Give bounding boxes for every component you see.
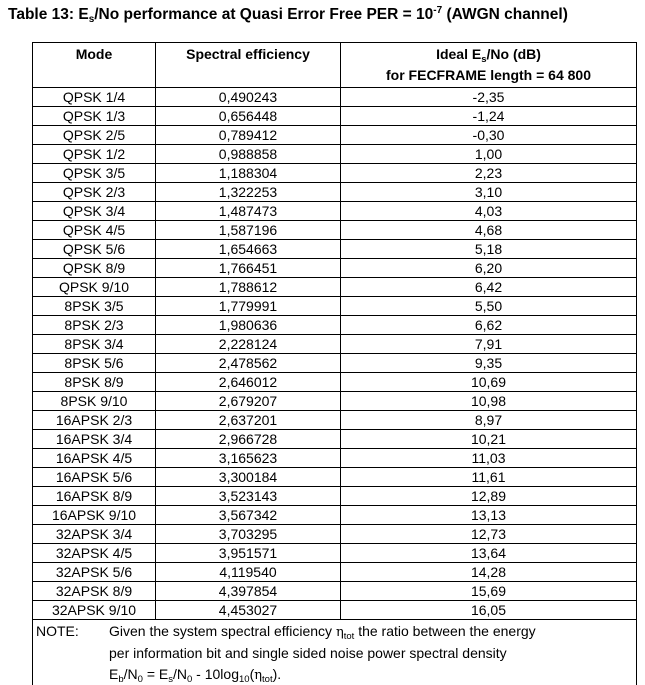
- cell-ideal-es-no: 12,89: [341, 487, 637, 506]
- cell-ideal-es-no: 13,64: [341, 544, 637, 563]
- table-row: [33, 107, 637, 126]
- cell-spectral-efficiency: 1,322253: [156, 183, 341, 202]
- table-body: [33, 88, 637, 620]
- table-row: [33, 582, 637, 601]
- header-ideal-es-no: Ideal $E_s/No$ (dB) for FECFRAME length = 64 800: [341, 43, 637, 88]
- cell-mode: QPSK 5/6: [33, 240, 156, 259]
- cell-spectral-efficiency: 2,679207: [156, 392, 341, 411]
- title-middle: /No performance at Quasi Error Free PER = 10: [94, 6, 434, 23]
- cell-ideal-es-no: 6,42: [341, 278, 637, 297]
- cell-mode: 32APSK 5/6: [33, 563, 156, 582]
- cell-mode: QPSK 2/3: [33, 183, 156, 202]
- cell-spectral-efficiency: 3,703295: [156, 525, 341, 544]
- table-row: [33, 126, 637, 145]
- cell-mode: 8PSK 9/10: [33, 392, 156, 411]
- cell-mode: 32APSK 4/5: [33, 544, 156, 563]
- cell-spectral-efficiency: 1,788612: [156, 278, 341, 297]
- table-row: [33, 392, 637, 411]
- cell-spectral-efficiency: 3,567342: [156, 506, 341, 525]
- table-row: [33, 506, 637, 525]
- cell-spectral-efficiency: 3,523143: [156, 487, 341, 506]
- table-row: [33, 373, 637, 392]
- cell-mode: QPSK 8/9: [33, 259, 156, 278]
- table-row: [33, 468, 637, 487]
- cell-ideal-es-no: 6,20: [341, 259, 637, 278]
- note-label: NOTE:: [36, 623, 79, 639]
- es-no-performance-table: [32, 42, 637, 685]
- table-row: [33, 183, 637, 202]
- cell-ideal-es-no: 9,35: [341, 354, 637, 373]
- table-row: [33, 221, 637, 240]
- cell-spectral-efficiency: 0,789412: [156, 126, 341, 145]
- cell-ideal-es-no: 16,05: [341, 601, 637, 620]
- note-row: [33, 620, 637, 685]
- table-row: [33, 297, 637, 316]
- table-row: [33, 316, 637, 335]
- header-row: [33, 43, 637, 88]
- table-row: [33, 563, 637, 582]
- cell-spectral-efficiency: 2,637201: [156, 411, 341, 430]
- cell-ideal-es-no: -0,30: [341, 126, 637, 145]
- cell-mode: 8PSK 3/4: [33, 335, 156, 354]
- note-text: Given the system spectral efficiency $\eta_{tot}$ the ratio between the energy per information bit and single sided noise power spectral density $E_b/N_0 = E_s/N_0 - 10\log_{10}(\eta_{tot})$.: [109, 623, 536, 685]
- cell-spectral-efficiency: 4,397854: [156, 582, 341, 601]
- cell-spectral-efficiency: 3,165623: [156, 449, 341, 468]
- cell-ideal-es-no: 15,69: [341, 582, 637, 601]
- cell-spectral-efficiency: 1,980636: [156, 316, 341, 335]
- cell-mode: QPSK 1/3: [33, 107, 156, 126]
- table-row: [33, 411, 637, 430]
- title-prefix: Table 13: E: [8, 6, 89, 23]
- cell-mode: 16APSK 4/5: [33, 449, 156, 468]
- cell-spectral-efficiency: 2,646012: [156, 373, 341, 392]
- cell-ideal-es-no: 5,18: [341, 240, 637, 259]
- cell-mode: QPSK 4/5: [33, 221, 156, 240]
- cell-ideal-es-no: -1,24: [341, 107, 637, 126]
- cell-ideal-es-no: 4,68: [341, 221, 637, 240]
- table-row: [33, 430, 637, 449]
- cell-spectral-efficiency: 4,453027: [156, 601, 341, 620]
- table-row: [33, 88, 637, 107]
- table-row: [33, 240, 637, 259]
- cell-mode: 32APSK 9/10: [33, 601, 156, 620]
- cell-ideal-es-no: 5,50: [341, 297, 637, 316]
- title-subscript: s: [88, 14, 95, 25]
- table-row: [33, 354, 637, 373]
- cell-spectral-efficiency: 3,951571: [156, 544, 341, 563]
- cell-mode: QPSK 2/5: [33, 126, 156, 145]
- cell-ideal-es-no: 8,97: [341, 411, 637, 430]
- table-row: [33, 278, 637, 297]
- table-row: [33, 145, 637, 164]
- table-row: [33, 487, 637, 506]
- title-suffix: (AWGN channel): [442, 6, 568, 23]
- table-row: [33, 449, 637, 468]
- cell-spectral-efficiency: 2,478562: [156, 354, 341, 373]
- table-row: [33, 335, 637, 354]
- cell-ideal-es-no: 10,69: [341, 373, 637, 392]
- cell-mode: 32APSK 3/4: [33, 525, 156, 544]
- cell-mode: 8PSK 8/9: [33, 373, 156, 392]
- cell-mode: 16APSK 8/9: [33, 487, 156, 506]
- cell-mode: 8PSK 2/3: [33, 316, 156, 335]
- cell-spectral-efficiency: 1,188304: [156, 164, 341, 183]
- table-title: [8, 4, 643, 26]
- cell-mode: QPSK 1/4: [33, 88, 156, 107]
- cell-ideal-es-no: 6,62: [341, 316, 637, 335]
- cell-ideal-es-no: 4,03: [341, 202, 637, 221]
- cell-mode: 16APSK 3/4: [33, 430, 156, 449]
- table-row: [33, 525, 637, 544]
- cell-mode: 8PSK 3/5: [33, 297, 156, 316]
- cell-mode: QPSK 3/5: [33, 164, 156, 183]
- cell-mode: QPSK 3/4: [33, 202, 156, 221]
- header-spectral-efficiency: Spectral efficiency: [156, 43, 341, 88]
- cell-spectral-efficiency: 1,587196: [156, 221, 341, 240]
- cell-spectral-efficiency: 1,654663: [156, 240, 341, 259]
- cell-ideal-es-no: 7,91: [341, 335, 637, 354]
- cell-ideal-es-no: 10,98: [341, 392, 637, 411]
- cell-spectral-efficiency: 1,779991: [156, 297, 341, 316]
- cell-mode: 16APSK 5/6: [33, 468, 156, 487]
- cell-mode: 8PSK 5/6: [33, 354, 156, 373]
- table-row: [33, 164, 637, 183]
- table-row: [33, 601, 637, 620]
- cell-ideal-es-no: 1,00: [341, 145, 637, 164]
- cell-spectral-efficiency: 0,490243: [156, 88, 341, 107]
- cell-spectral-efficiency: 4,119540: [156, 563, 341, 582]
- cell-spectral-efficiency: 3,300184: [156, 468, 341, 487]
- cell-spectral-efficiency: 2,228124: [156, 335, 341, 354]
- cell-ideal-es-no: 11,61: [341, 468, 637, 487]
- note-cell: [33, 620, 637, 685]
- cell-mode: QPSK 1/2: [33, 145, 156, 164]
- cell-mode: QPSK 9/10: [33, 278, 156, 297]
- cell-spectral-efficiency: 1,487473: [156, 202, 341, 221]
- cell-ideal-es-no: 10,21: [341, 430, 637, 449]
- cell-spectral-efficiency: 0,656448: [156, 107, 341, 126]
- cell-ideal-es-no: 14,28: [341, 563, 637, 582]
- cell-ideal-es-no: -2,35: [341, 88, 637, 107]
- table-row: [33, 259, 637, 278]
- note-formula: $E_b/N_0 = E_s/N_0 - 10\log_{10}(\eta_{tot})$.: [109, 666, 282, 685]
- header-mode: Mode: [33, 43, 156, 88]
- cell-spectral-efficiency: 1,766451: [156, 259, 341, 278]
- cell-ideal-es-no: 3,10: [341, 183, 637, 202]
- cell-ideal-es-no: 13,13: [341, 506, 637, 525]
- cell-ideal-es-no: 2,23: [341, 164, 637, 183]
- title-exponent: -7: [433, 5, 443, 16]
- cell-mode: 16APSK 2/3: [33, 411, 156, 430]
- table-row: [33, 202, 637, 221]
- cell-mode: 16APSK 9/10: [33, 506, 156, 525]
- cell-mode: 32APSK 8/9: [33, 582, 156, 601]
- table-row: [33, 544, 637, 563]
- cell-ideal-es-no: 12,73: [341, 525, 637, 544]
- cell-spectral-efficiency: 0,988858: [156, 145, 341, 164]
- cell-spectral-efficiency: 2,966728: [156, 430, 341, 449]
- cell-ideal-es-no: 11,03: [341, 449, 637, 468]
